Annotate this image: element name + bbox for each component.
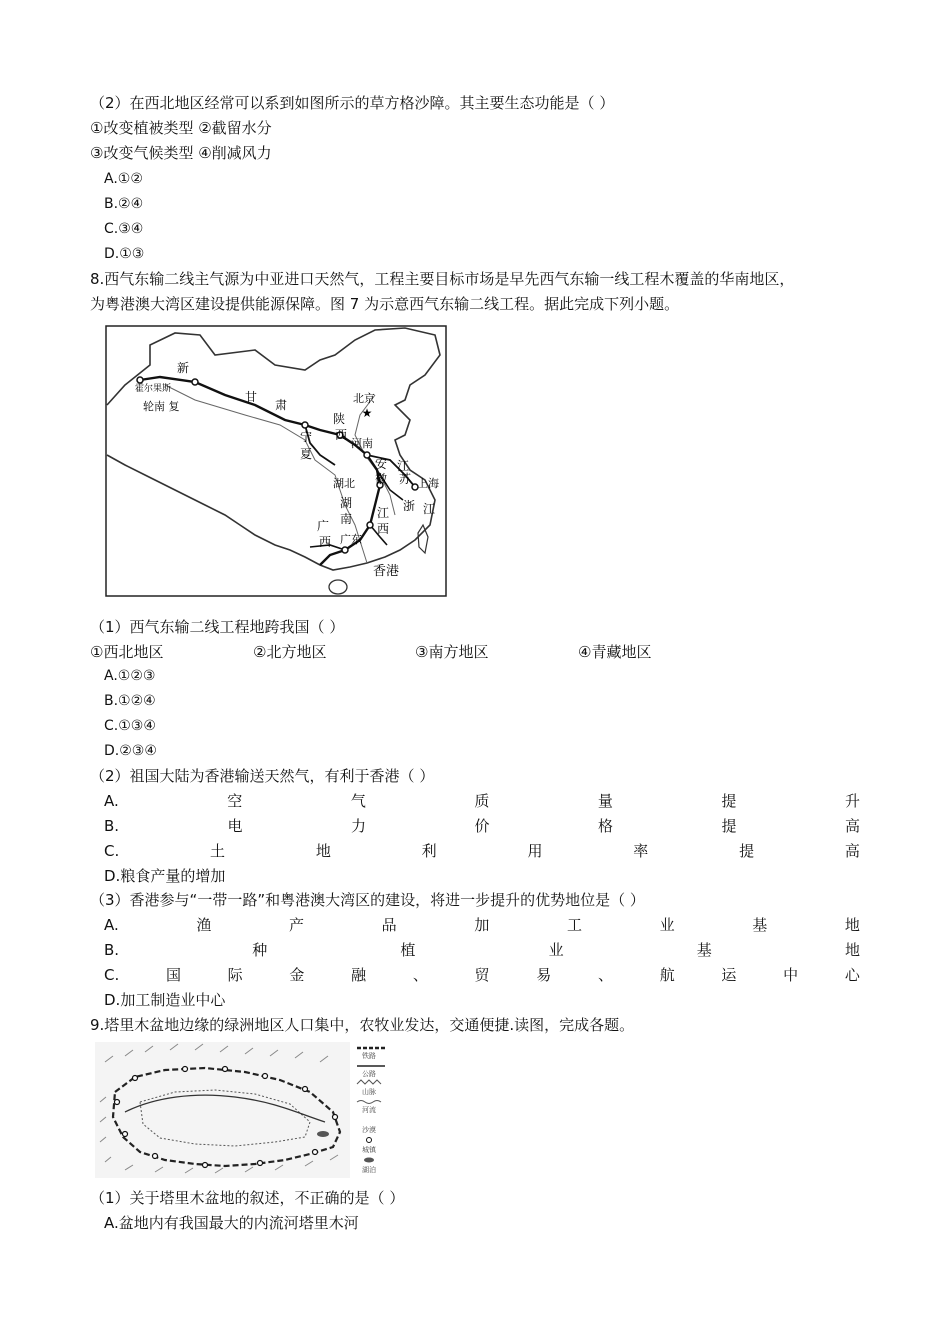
q8-sub2-stem: （2）祖国大陆为香港输送天然气，有利于香港（ ） bbox=[90, 767, 435, 785]
q7-items-line1: ①改变植被类型 ②截留水分 bbox=[90, 119, 272, 137]
label-hu: 湖 bbox=[340, 496, 353, 510]
legend-town: 城镇 bbox=[362, 1146, 376, 1154]
label-zhe: 浙 bbox=[403, 499, 416, 513]
option-char: 心 bbox=[844, 966, 860, 984]
option-char: 业 bbox=[659, 916, 675, 934]
option-char: 产 bbox=[289, 916, 305, 934]
label-shaan: 陕 bbox=[333, 412, 346, 426]
legend-lake-icon bbox=[364, 1158, 374, 1163]
option-char: 地 bbox=[315, 842, 331, 860]
label-lunnan: 轮南 复 bbox=[143, 400, 180, 413]
option-char: 工 bbox=[566, 916, 582, 934]
region-item: ②北方地区 bbox=[253, 643, 327, 661]
option-char: 提 bbox=[739, 842, 755, 860]
region-item: ③南方地区 bbox=[415, 643, 489, 661]
option-char: 升 bbox=[844, 792, 860, 810]
region-item: ④青藏地区 bbox=[578, 643, 652, 661]
q8-sub1-option-a[interactable]: A.①②③ bbox=[104, 668, 156, 684]
option-char: 格 bbox=[597, 817, 613, 835]
label-nan: 南 bbox=[340, 512, 353, 526]
q8-intro-line2: 为粤港澳大湾区建设提供能源保障。图 7 为示意西气东输二线工程。据此完成下列小题。 bbox=[90, 295, 680, 313]
option-char: 气 bbox=[350, 792, 366, 810]
legend-road: 公路 bbox=[362, 1070, 376, 1078]
label-xianggang: 香港 bbox=[373, 564, 400, 579]
legend-town-icon bbox=[367, 1138, 372, 1143]
option-char: B. bbox=[104, 817, 120, 835]
label-su2: 苏 bbox=[399, 472, 412, 486]
option-char: 贸 bbox=[474, 966, 490, 984]
region-item: ①西北地区 bbox=[90, 643, 164, 661]
option-char: 金 bbox=[289, 966, 305, 984]
label-henan: 河南 bbox=[351, 437, 373, 450]
node-huoerguosi bbox=[192, 379, 198, 385]
option-char: A. bbox=[104, 916, 119, 934]
label-hubei: 湖北 bbox=[333, 477, 355, 490]
legend-mountain: 山脉 bbox=[362, 1088, 376, 1096]
option-char: 地 bbox=[844, 941, 860, 959]
option-char: 价 bbox=[474, 817, 490, 835]
q7-option-b[interactable]: B.②④ bbox=[104, 196, 144, 212]
q8-sub1-stem: （1）西气东输二线工程地跨我国（ ） bbox=[90, 618, 345, 636]
tarim-basin-map bbox=[95, 1042, 395, 1178]
option-char: 量 bbox=[597, 792, 613, 810]
q8-sub2-option-a[interactable] bbox=[104, 790, 860, 812]
node-ningxia bbox=[302, 422, 308, 428]
option-char: 种 bbox=[252, 941, 268, 959]
label-beijing: 北京 bbox=[353, 392, 375, 405]
label-jiangxi2: 西 bbox=[377, 522, 390, 536]
option-char: 、 bbox=[597, 966, 613, 984]
q7-option-d[interactable]: D.①③ bbox=[104, 246, 145, 262]
option-char: 品 bbox=[381, 916, 397, 934]
q7-option-c[interactable]: C.③④ bbox=[104, 221, 144, 237]
lake-icon bbox=[317, 1131, 329, 1137]
option-char: B. bbox=[104, 941, 120, 959]
label-huoerguosi: 霍尔果斯 bbox=[135, 384, 172, 394]
option-char: 提 bbox=[721, 817, 737, 835]
label-ning: 宁 bbox=[300, 430, 313, 444]
q8-sub2-option-b[interactable] bbox=[104, 815, 860, 837]
option-char: 利 bbox=[421, 842, 437, 860]
q9-sub1-stem: （1）关于塔里木盆地的叙述，不正确的是（ ） bbox=[90, 1189, 405, 1207]
option-char: 土 bbox=[210, 842, 226, 860]
option-char: 率 bbox=[633, 842, 649, 860]
option-char: 渔 bbox=[196, 916, 212, 934]
option-char: C. bbox=[104, 966, 120, 984]
map-border bbox=[106, 326, 446, 596]
option-char: 中 bbox=[783, 966, 799, 984]
q7-items-line2: ③改变气候类型 ④削减风力 bbox=[90, 144, 272, 162]
option-char: 空 bbox=[227, 792, 243, 810]
label-xi2: 西 bbox=[319, 535, 332, 549]
legend-desert: 沙漠 bbox=[362, 1126, 376, 1134]
label-an: 安 bbox=[375, 457, 388, 471]
legend-river: 河流 bbox=[362, 1106, 376, 1114]
option-char: 基 bbox=[752, 916, 768, 934]
option-char: 质 bbox=[474, 792, 490, 810]
option-char: 电 bbox=[227, 817, 243, 835]
option-char: 力 bbox=[351, 817, 367, 835]
option-char: 易 bbox=[536, 966, 552, 984]
q7-option-a[interactable]: A.①② bbox=[104, 171, 143, 187]
option-char: 高 bbox=[844, 842, 860, 860]
q8-intro-line1: 8.西气东输二线主气源为中亚进口天然气，工程主要目标市场是早先西气东输一线工程木覆盖的华南地区， bbox=[90, 270, 795, 288]
q8-sub3-option-c[interactable] bbox=[104, 964, 860, 986]
map-background bbox=[95, 1042, 350, 1178]
q8-sub1-option-c[interactable]: C.①③④ bbox=[104, 718, 156, 734]
option-char: 基 bbox=[696, 941, 712, 959]
node-lunnan bbox=[137, 377, 143, 383]
option-char: 加 bbox=[474, 916, 490, 934]
label-gan: 甘 bbox=[245, 390, 258, 404]
label-jiang2: 江 bbox=[423, 502, 436, 516]
option-char: 提 bbox=[721, 792, 737, 810]
q9-intro: 9.塔里木盆地边缘的绿洲地区人口集中，农牧业发达，交通便捷.读图，完成各题。 bbox=[90, 1016, 635, 1034]
label-su: 肃 bbox=[275, 398, 288, 412]
q8-sub3-option-a[interactable] bbox=[104, 914, 860, 936]
option-char: 高 bbox=[844, 817, 860, 835]
node-guangdong bbox=[342, 547, 348, 553]
option-char: C. bbox=[104, 842, 120, 860]
label-shanghai: 上海 bbox=[417, 477, 439, 490]
option-char: 植 bbox=[400, 941, 416, 959]
option-char: 地 bbox=[844, 916, 860, 934]
label-guang: 广 bbox=[317, 519, 330, 533]
label-guangdong: 广东 bbox=[340, 533, 362, 546]
option-char: 运 bbox=[721, 966, 737, 984]
option-char: 融 bbox=[351, 966, 367, 984]
pipeline-map bbox=[105, 325, 447, 597]
label-jiang1: 江 bbox=[397, 459, 410, 473]
legend-lake: 湖泊 bbox=[362, 1166, 376, 1174]
node-jiangxi bbox=[367, 522, 373, 528]
option-char: 际 bbox=[227, 966, 243, 984]
option-char: 航 bbox=[659, 966, 675, 984]
label-hui: 徽 bbox=[375, 472, 388, 486]
option-char: 国 bbox=[165, 966, 181, 984]
label-xi: 西 bbox=[335, 428, 348, 442]
legend-river-icon bbox=[357, 1101, 381, 1104]
node-henan bbox=[364, 452, 370, 458]
label-xin: 新 bbox=[177, 361, 190, 375]
q9-sub1-option-a[interactable]: A.盆地内有我国最大的内流河塔里木河 bbox=[104, 1214, 359, 1232]
option-char: A. bbox=[104, 792, 119, 810]
legend-railway: 铁路 bbox=[362, 1052, 376, 1060]
q8-sub2-option-c[interactable] bbox=[104, 840, 860, 862]
q8-sub3-stem: （3）香港参与“一带一路”和粤港澳大湾区的建设，将进一步提升的优势地位是（ ） bbox=[90, 891, 645, 909]
q8-sub3-option-d[interactable]: D.加工制造业中心 bbox=[104, 991, 226, 1009]
label-jiangxi1: 江 bbox=[377, 506, 390, 520]
map-legend bbox=[357, 1048, 385, 1174]
q8-sub2-option-d[interactable]: D.粮食产量的增加 bbox=[104, 867, 226, 885]
q8-sub1-option-d[interactable]: D.②③④ bbox=[104, 743, 157, 759]
option-char: 业 bbox=[548, 941, 564, 959]
option-char: 用 bbox=[527, 842, 543, 860]
legend-mountain-icon bbox=[357, 1080, 381, 1084]
option-char: 、 bbox=[412, 966, 428, 984]
q8-sub3-option-b[interactable] bbox=[104, 939, 860, 961]
label-xia: 夏 bbox=[300, 447, 313, 461]
q7-sub2-stem: （2）在西北地区经常可以系到如图所示的草方格沙障。其主要生态功能是（ ） bbox=[90, 94, 615, 112]
q8-sub1-option-b[interactable]: B.①②④ bbox=[104, 693, 156, 709]
beijing-star-icon: ★ bbox=[361, 406, 373, 420]
